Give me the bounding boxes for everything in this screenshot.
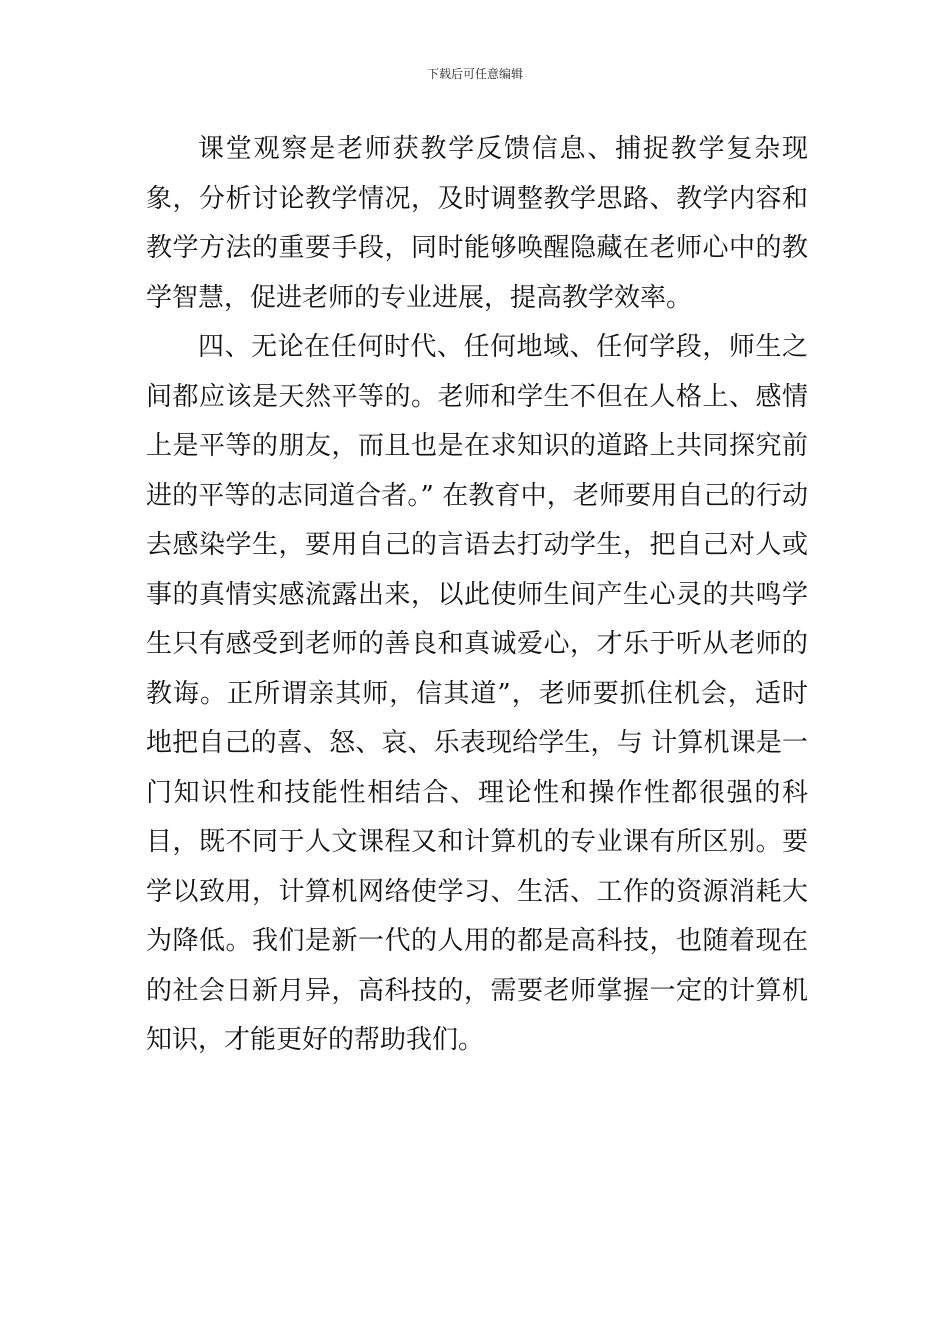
paragraph-classroom-observation: 课堂观察是老师获教学反馈信息、捕捉教学复杂现象，分析讨论教学情况，及时调整教学思路、教学内容和教学方法的重要手段，同时能够唤醒隐藏在老师心中的教学智慧，促进老师的专业进展，提高教学效率。 — [146, 134, 808, 313]
document-body — [146, 125, 808, 1066]
page-header-note: 下载后可任意编辑 — [426, 67, 523, 81]
paragraph-teacher-student-equality: 四、无论在任何时代、任何地域、任何学段，师生之间都应该是天然平等的。老师和学生不但在人格上、感情上是平等的朋友，而且也是在求知识的道路上共同探究前进的平等的志同道合者。” 在教育中，老师要用自己的行动去感染学生，要用自己的言语去打动学生，把自己对人或事的真情实感流露出来，以此使师生间产生心灵的共鸣学生只有感受到老师的善良和真诚爱心，才乐于听从老师的教诲。正所谓亲其师，信其道”，老师要抓住机会，适时地把自己的喜、怒、哀、乐表现给学生，与 计算机课是一门知识性和技能性相结合、理论性和操作性都很强的科目，既不同于人文课程又和计算机的专业课有所区别。要学以致用，计算机网络使学习、生活、工作的资源消耗大为降低。我们是新一代的人用的都是高科技，也随着现在的社会日新月异，高科技的，需要老师掌握一定的计算机知识，才能更好的帮助我们。 — [146, 332, 808, 1055]
